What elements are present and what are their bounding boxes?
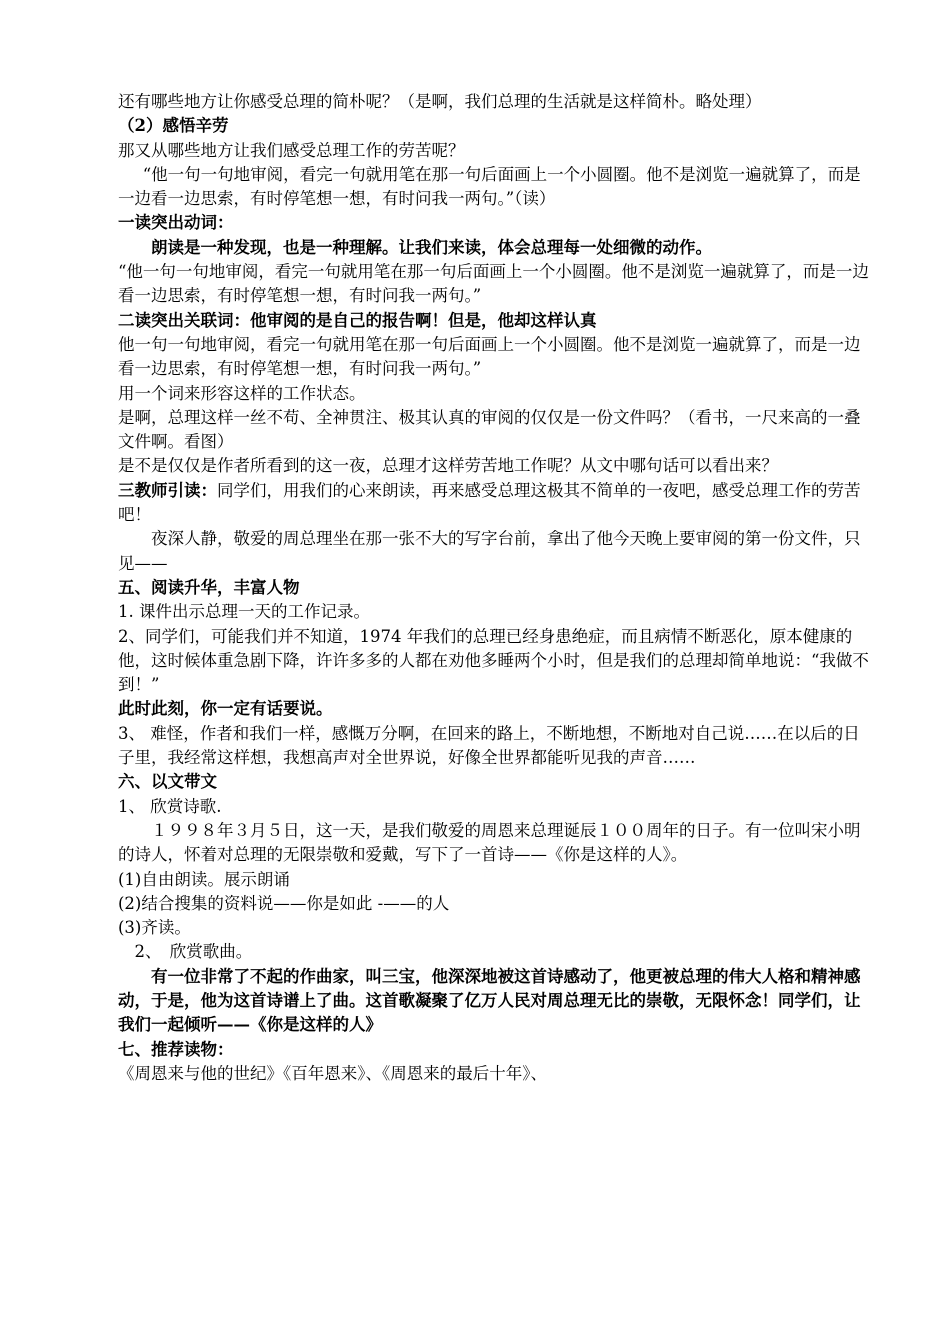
paragraph: 是啊，总理这样一丝不苟、全神贯注、极其认真的审阅的仅仅是一份文件吗？（看书，一尺来高的一叠文件啊。看图） xyxy=(118,407,861,452)
paragraph: 2、 欣赏歌曲。 xyxy=(134,942,253,962)
bold-paragraph: 有一位非常了不起的作曲家，叫三宝，他深深地被这首诗感动了，他更被总理的伟大人格和精神感动，于是，他为这首诗谱上了曲。这首歌凝聚了亿万人民对周总理无比的崇敬，无限怀念！同学们，让我们一起倾听——《你是这样的人》 xyxy=(118,966,861,1035)
paragraph: 夜深人静，敬爱的周总理坐在那一张不大的写字台前，拿出了他今天晚上要审阅的第一份文件，只见—— xyxy=(118,529,861,573)
inline-heading: 三教师引读： xyxy=(118,480,217,500)
bold-paragraph: 此时此刻，你一定有话要说。 xyxy=(118,699,333,719)
bold-paragraph: 朗读是一种发现，也是一种理解。让我们来读，体会总理每一处细微的动作。 xyxy=(151,237,712,257)
document-page xyxy=(118,90,870,1086)
paragraph: １９９８年３月５日，这一天，是我们敬爱的周恩来总理诞辰１００周年的日子。有一位叫宋小明的诗人，怀着对总理的无限崇敬和爱戴，写下了一首诗——《你是这样的人》。 xyxy=(118,820,861,865)
section-heading: 二读突出关联词：他审阅的是自己的报告啊！但是，他却这样认真 xyxy=(118,310,597,330)
paragraph: 《周恩来与他的世纪》《百年恩来》、《周恩来的最后十年》、 xyxy=(118,1063,547,1083)
quote-paragraph: “他一句一句地审阅，看完一句就用笔在那一句后面画上一个小圆圈。他不是浏览一遍就算了，而是一边看一边思索，有时停笔想一想，有时问我一两句。” xyxy=(118,262,869,306)
list-item: (1)自由朗读。展示朗诵 xyxy=(118,869,290,889)
quote-paragraph: 他一句一句地审阅，看完一句就用笔在那一句后面画上一个小圆圈。他不是浏览一遍就算了，而是一边看一边思索，有时停笔想一想，有时问我一两句。” xyxy=(118,334,861,379)
list-item: (2)结合搜集的资料说——你是如此 -——的人 xyxy=(118,893,450,913)
paragraph: 用一个词来形容这样的工作状态。 xyxy=(118,383,366,403)
inline-text: 同学们，用我们的心来朗读，再来感受总理这极其不简单的一夜吧，感受总理工作的劳苦吧！ xyxy=(118,480,861,525)
section-heading: 六、以文带文 xyxy=(118,772,217,792)
section-heading: 五、阅读升华，丰富人物 xyxy=(118,577,300,597)
section-heading: 一读突出动词： xyxy=(118,213,234,233)
section-heading: 七、推荐读物： xyxy=(118,1039,234,1059)
paragraph: 2、同学们，可能我们并不知道，1974 年我们的总理已经身患绝症，而且病情不断恶化，原本健康的他，这时候体重急剧下降，许许多多的人都在劝他多睡两个小时，但是我们的总理却简单地说：“我做不到！” xyxy=(118,626,869,695)
paragraph xyxy=(118,479,870,528)
list-item: (3)齐读。 xyxy=(118,918,191,938)
paragraph: 1、 欣赏诗歌. xyxy=(118,796,222,816)
paragraph: 那又从哪些地方让我们感受总理工作的劳苦呢？ xyxy=(118,140,465,160)
paragraph: 是不是仅仅是作者所看到的这一夜，总理才这样劳苦地工作呢？从文中哪句话可以看出来？ xyxy=(118,456,778,476)
paragraph: 3、 难怪，作者和我们一样，感慨万分啊，在回来的路上，不断地想，不断地对自己说……在以后的日子里，我经常这样想，我想高声对全世界说，好像全世界都能听见我的声音…… xyxy=(118,723,860,768)
paragraph: 还有哪些地方让你感受总理的简朴呢？（是啊，我们总理的生活就是这样简朴。略处理） xyxy=(118,92,762,111)
paragraph: 1. 课件出示总理一天的工作记录。 xyxy=(118,602,370,622)
section-heading: （2）感悟辛劳 xyxy=(118,116,229,136)
quote-paragraph: “他一句一句地审阅，看完一句就用笔在那一句后面画上一个小圆圈。他不是浏览一遍就算了，而是一边看一边思索，有时停笔想一想，有时问我一两句。”（读） xyxy=(118,164,861,209)
